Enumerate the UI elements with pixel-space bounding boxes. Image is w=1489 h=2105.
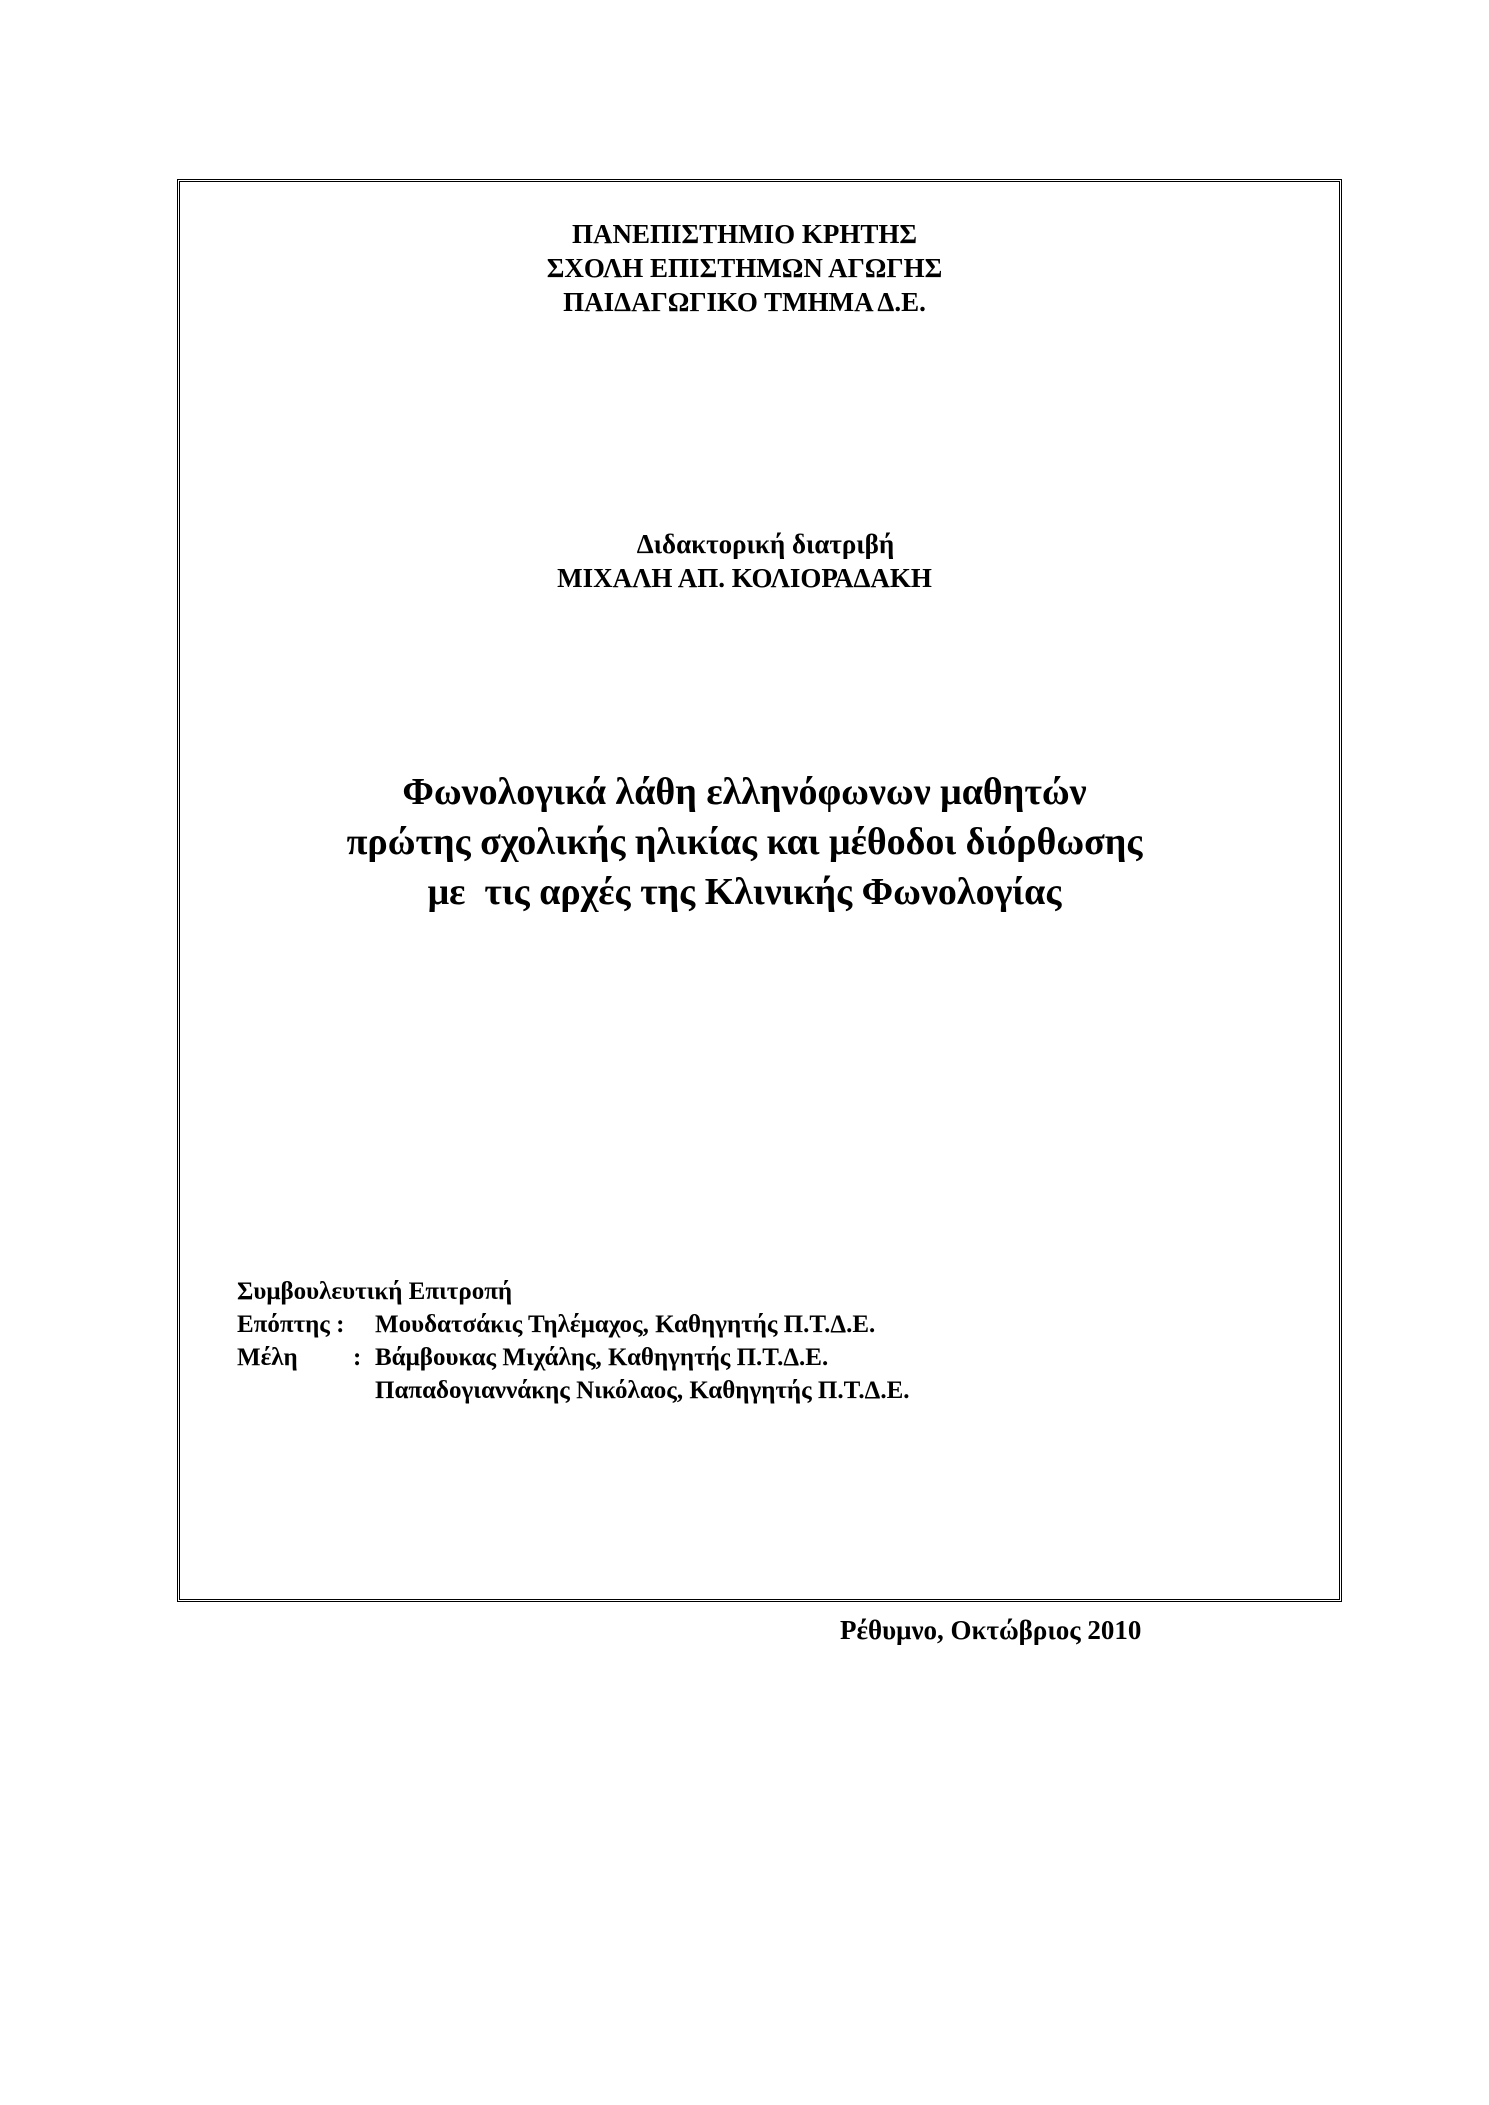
thesis-type: Διδακτορική διατριβή [636,529,895,559]
member-2: Παπαδογιαννάκης Νικόλαος, Καθηγητής Π.Τ.Δ.Ε. [375,1377,910,1404]
members-label: Μέλη [237,1344,298,1371]
committee-heading: Συμβουλευτική Επιτροπή [237,1278,513,1305]
university-name: ΠΑΝΕΠΙΣΤΗΜΙΟ ΚΡΗΤΗΣ [571,219,918,249]
supervisor-label: Επόπτης : [237,1311,345,1338]
title-line-3: με τις αρχές της Κλινικής Φωνολογίας [427,871,1062,913]
member-1: Βάμβουκας Μιχάλης, Καθηγητής Π.Τ.Δ.Ε. [375,1344,829,1371]
thesis-author: ΜΙΧΑΛΗ ΑΠ. ΚΟΛΙΟΡΑΔΑΚΗ [557,563,932,593]
title-line-1: Φωνολογικά λάθη ελληνόφωνων μαθητών [402,771,1087,813]
department-name: ΠΑΙΔΑΓΩΓΙΚΟ ΤΜΗΜΑ Δ.Ε. [563,287,926,317]
school-name: ΣΧΟΛΗ ΕΠΙΣΤΗΜΩΝ ΑΓΩΓΗΣ [546,253,943,283]
place-date: Ρέθυμνο, Οκτώβριος 2010 [840,1615,1142,1645]
title-line-2: πρώτης σχολικής ηλικίας και μέθοδοι διόρθωσης [346,821,1143,863]
members-colon: : [353,1344,362,1371]
supervisor-name: Μουδατσάκις Τηλέμαχος, Καθηγητής Π.Τ.Δ.Ε. [375,1311,876,1338]
